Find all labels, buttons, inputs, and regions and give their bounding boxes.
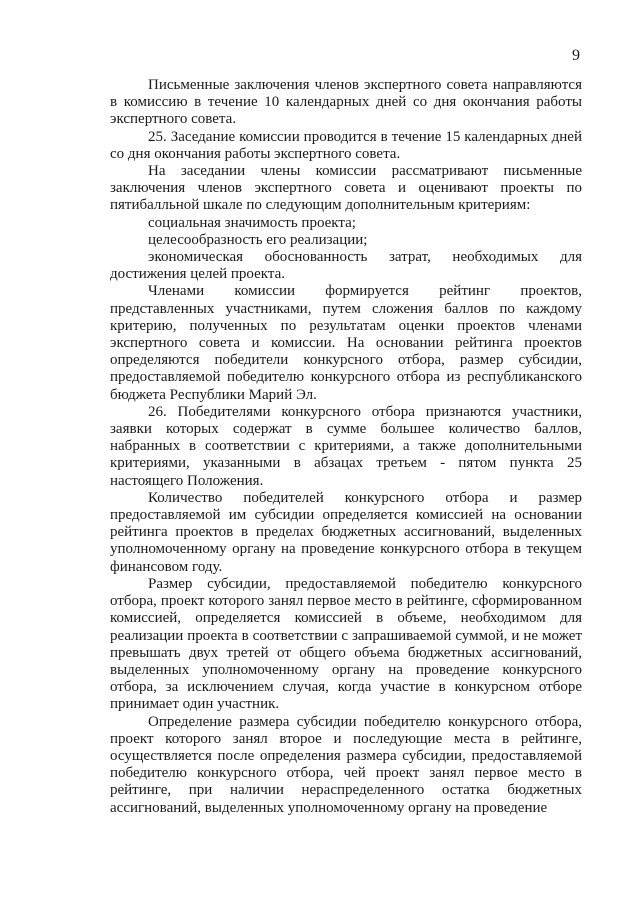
paragraph-rating-formation: Членами комиссии формируется рейтинг проектов, представленных участниками, путем сложения баллов по каждому критерию, полученных по результатам оценки проектов членами экспертного совета и комиссии. На основании рейтинга проектов определяются победители конкурсного отбора, размер субсидии, предоставляемой победителю конкурсного отбора из республиканского бюджета Республики Марий Эл.: [110, 283, 582, 403]
paragraph-written-conclusions: Письменные заключения членов экспертного совета направляются в комиссию в течение 10 календарных дней со дня окончания работы экспертного совета.: [110, 77, 582, 128]
paragraph-criterion-social-significance: социальная значимость проекта;: [148, 214, 356, 231]
page-number: 9: [572, 47, 580, 64]
paragraph-item-25: 25. Заседание комиссии проводится в течение 15 календарных дней со дня окончания работы экспертного совета.: [110, 128, 582, 162]
document-body: [110, 77, 582, 817]
paragraph-item-26: 26. Победителями конкурсного отбора признаются участники, заявки которых содержат в сумме большее количество баллов, набранных в соответствии с критериями, а также дополнительными критериями, указанными в абзацах третьем - пятом пункта 25 настоящего Положения.: [110, 403, 582, 489]
paragraph-subsidy-first-place: Размер субсидии, предоставляемой победителю конкурсного отбора, проект которого занял первое место в рейтинге, сформированном комиссией, определяется комиссией в объеме, необходимом для реализации проекта в соответствии с запрашиваемой суммой, и не может превышать двух третей от общего объема бюджетных ассигнований, выделенных уполномоченному органу на проведение конкурсного отбора, за исключением случая, когда участие в конкурсном отборе принимает один участник.: [110, 575, 582, 713]
paragraph-criterion-expediency: целесообразность его реализации;: [148, 231, 368, 248]
paragraph-criterion-economic-justification: экономическая обоснованность затрат, необходимых для достижения целей проекта.: [110, 249, 582, 283]
paragraph-commission-review: На заседании члены комиссии рассматривают письменные заключения членов экспертного совета и оценивают проекты по пятибалльной шкале по следующим дополнительным критериям:: [110, 163, 582, 214]
paragraph-winners-count: Количество победителей конкурсного отбора и размер предоставляемой им субсидии определяется комиссией на основании рейтинга проектов в пределах бюджетных ассигнований, выделенных уполномоченному органу на проведение конкурсного отбора в текущем финансовом году.: [110, 489, 582, 575]
paragraph-subsidy-subsequent-places: Определение размера субсидии победителю конкурсного отбора, проект которого занял второе и последующие места в рейтинге, осуществляется после определения размера субсидии, предоставляемой победителю конкурсного отбора, чей проект занял первое место в рейтинге, при наличии нераспределенного остатка бюджетных ассигнований, выделенных уполномоченному органу на проведение: [110, 713, 582, 816]
